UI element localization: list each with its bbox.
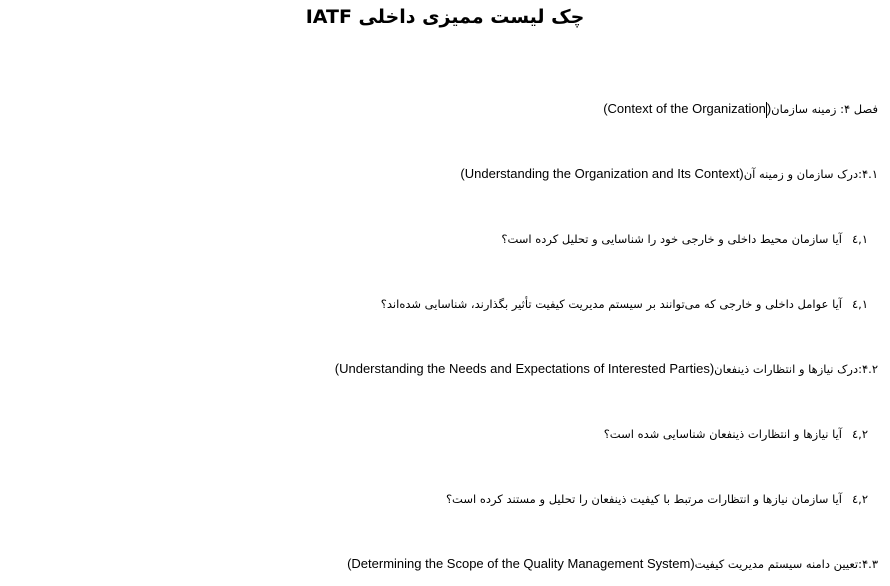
section-number: ۴.۳: <box>858 557 878 571</box>
chapter-heading[interactable] <box>603 99 878 119</box>
question-text: آیا عوامل داخلی و خارجی که می‌توانند بر سیستم مدیریت کیفیت تأثیر بگذارند، شناسایی شده‌اند؟ <box>380 297 842 311</box>
section-heading-4-3[interactable] <box>347 554 878 574</box>
section-heading-4-2[interactable] <box>335 359 878 379</box>
question-number: ٤,١ <box>851 232 868 246</box>
question-text: آیا سازمان نیازها و انتظارات مرتبط با کیفیت ذینفعان را تحلیل و مستند کرده است؟ <box>445 492 842 506</box>
section-number: ۴.۲: <box>858 362 878 376</box>
question-text: آیا سازمان محیط داخلی و خارجی خود را شناسایی و تحلیل کرده است؟ <box>501 232 842 246</box>
chapter-label-en: (Context of the Organization) <box>603 101 772 116</box>
section-title-fa: درک سازمان و زمینه آن <box>743 167 859 181</box>
question-number: ٤,٢ <box>851 427 868 441</box>
section-heading-4-1[interactable] <box>460 164 878 184</box>
checklist-question[interactable] <box>604 424 868 444</box>
section-title-fa: تعیین دامنه سیستم مدیریت کیفیت <box>694 557 859 571</box>
section-number: ۴.۱: <box>858 167 878 181</box>
checklist-question[interactable] <box>446 489 868 509</box>
text-caret <box>766 102 767 118</box>
checklist-question[interactable] <box>381 294 868 314</box>
question-text: آیا نیازها و انتظارات ذینفعان شناسایی شده است؟ <box>603 427 842 441</box>
chapter-label-fa: فصل ۴: زمینه سازمان <box>771 102 878 116</box>
section-title-en: (Understanding the Needs and Expectations of Interested Parties) <box>334 361 715 376</box>
question-number: ٤,٢ <box>851 492 868 506</box>
question-number: ٤,١ <box>851 297 868 311</box>
section-title-en: (Understanding the Organization and Its Context) <box>460 166 744 181</box>
checklist-question[interactable] <box>501 229 868 249</box>
section-title-fa: درک نیازها و انتظارات ذینفعان <box>714 362 859 376</box>
document-title: چک لیست ممیزی داخلی IATF <box>305 6 585 28</box>
section-title-en: (Determining the Scope of the Quality Management System) <box>347 556 695 571</box>
